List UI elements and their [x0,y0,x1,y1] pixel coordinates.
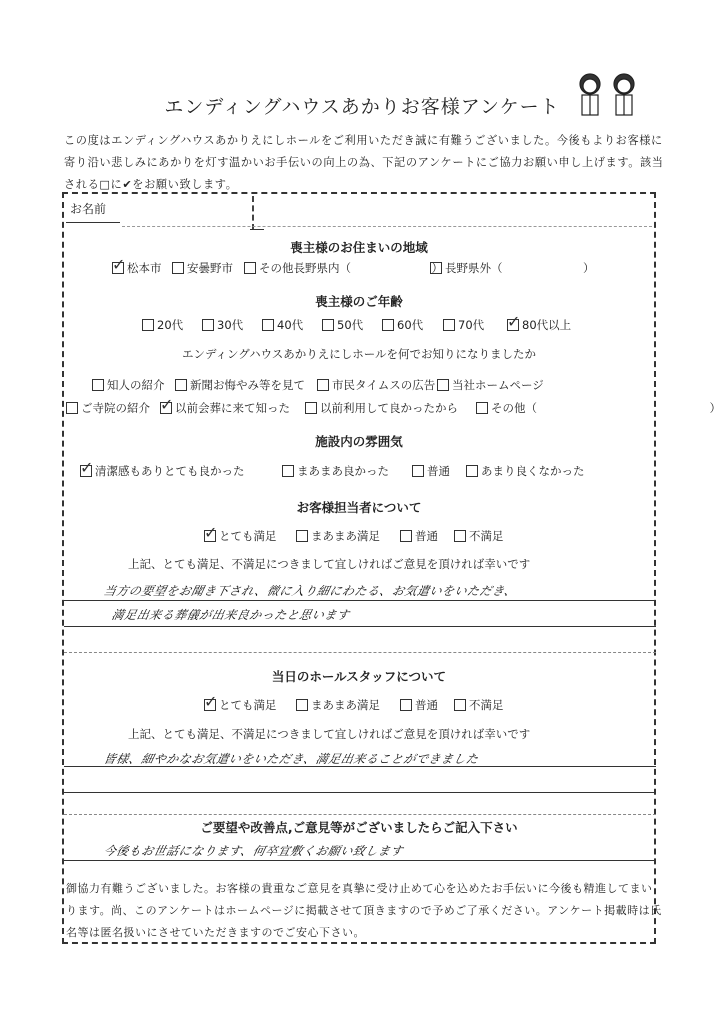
name-input[interactable] [122,226,652,227]
age-option-20s[interactable] [142,317,183,333]
checkbox[interactable] [322,319,334,331]
checkbox[interactable] [244,262,256,274]
source-option-used-before[interactable] [305,400,458,416]
option-label: 50代 [337,318,364,332]
option-label: 普通 [415,529,438,543]
comment-rule [64,792,656,793]
atmosphere-option-not-good[interactable] [466,463,585,479]
hall-option-very-satisfied[interactable] [204,697,277,713]
checkbox[interactable] [317,379,329,391]
checkbox[interactable] [507,319,519,331]
checkbox[interactable] [296,699,308,711]
checkbox[interactable] [476,402,488,414]
checkbox[interactable] [430,262,442,274]
checkbox[interactable] [262,319,274,331]
comment-rule [64,766,656,767]
hall-comment-line-1: 皆様、細やかなお気遣いをいただき、満足出来ることができました [102,752,480,766]
checkbox[interactable] [202,319,214,331]
checkbox[interactable] [382,319,394,331]
option-label: 清潔感もありとても良かった [95,464,245,478]
option-label: 新聞お悔やみ等を見て [190,378,305,392]
area-option-other-nagano[interactable] [244,260,443,276]
source-option-newspaper[interactable] [175,377,305,393]
checkbox[interactable] [400,530,412,542]
checkbox[interactable] [305,402,317,414]
option-label: その他長野県内（ ） [259,261,443,275]
option-label: ご寺院の紹介 [81,401,150,415]
source-option-homepage[interactable] [437,377,544,393]
option-label: 30代 [217,318,244,332]
page-title: エンディングハウスあかりお客様アンケート [164,96,560,118]
age-option-40s[interactable] [262,317,303,333]
staff-option-very-satisfied[interactable] [204,528,277,544]
atmosphere-option-normal[interactable] [412,463,450,479]
checkbox[interactable] [437,379,449,391]
option-label: とても満足 [219,529,277,543]
age-heading: 喪主様のご年齢 [315,294,403,309]
age-option-30s[interactable] [202,317,243,333]
checkbox[interactable] [204,699,216,711]
area-option-azumino[interactable] [172,260,233,276]
staff-heading: お客様担当者について [296,500,422,515]
option-label: 40代 [277,318,304,332]
source-option-previous-funeral[interactable] [160,400,290,416]
hall-option-normal[interactable] [400,697,438,713]
option-label: 普通 [427,464,450,478]
staff-comment-line-2: 満足出来る葬儀が出来良かったと思います [110,608,351,622]
area-heading: 喪主様のお住まいの地域 [290,240,428,255]
area-option-matsumoto[interactable] [112,260,162,276]
option-label: 市民タイムスの広告 [332,378,436,392]
option-label: 普通 [415,698,438,712]
option-label: 長野県外（ ） [445,261,595,275]
age-option-60s[interactable] [382,317,423,333]
age-option-80s-plus[interactable] [507,317,571,333]
checkbox[interactable] [454,530,466,542]
option-label: 以前利用して良かったから [320,401,458,415]
area-option-outside-nagano[interactable] [430,260,595,276]
checkbox[interactable] [412,465,424,477]
source-option-acquaintance[interactable] [92,377,165,393]
option-label: 当社ホームページ [452,378,544,392]
checkbox[interactable] [400,699,412,711]
option-label: 20代 [157,318,184,332]
comment-rule [64,626,656,627]
name-label: お名前 [70,202,107,216]
name-divider [252,196,254,230]
name-underline [66,222,120,223]
checkbox[interactable] [142,319,154,331]
option-label: 安曇野市 [187,261,233,275]
checkbox[interactable] [112,262,124,274]
checkbox[interactable] [454,699,466,711]
checkbox[interactable] [296,530,308,542]
checkbox[interactable] [204,530,216,542]
comment-rule [64,600,656,601]
checkbox[interactable] [282,465,294,477]
checkbox[interactable] [172,262,184,274]
hall-heading: 当日のホールスタッフについて [271,669,447,684]
atmosphere-heading: 施設内の雰囲気 [315,434,403,449]
checkbox[interactable] [66,402,78,414]
source-option-temple[interactable] [66,400,150,416]
option-label: とても満足 [219,698,277,712]
option-label: まあまあ良かった [297,464,389,478]
atmosphere-option-fair[interactable] [282,463,389,479]
option-label: 60代 [397,318,424,332]
hall-option-fairly-satisfied[interactable] [296,697,380,713]
staff-option-unsatisfied[interactable] [454,528,504,544]
name-divider-mark [250,229,264,230]
staff-option-fairly-satisfied[interactable] [296,528,380,544]
option-label: あまり良くなかった [481,464,585,478]
checkbox[interactable] [92,379,104,391]
intro-text: この度はエンディングハウスあかりえにしホールをご利用いただき誠に有難うございました。今後もよりお客様に寄り沿い悲しみにあかりを灯す温かいお手伝いの向上の為、下記のアンケートにご協力お願い申し上げます。該当される□に✔をお願い致します。 [64,134,664,191]
option-label: まあまあ満足 [311,529,380,543]
hall-note: 上記、とても満足、不満足につきまして宜しければご意見を頂ければ幸いです [128,727,531,741]
option-label: 80代以上 [522,318,572,332]
source-option-other[interactable] [476,400,721,416]
checkbox[interactable] [80,465,92,477]
option-label: 松本市 [127,261,162,275]
requests-comment-line-1: 今後もお世話になります、何卒宜敷くお願い致します [102,844,405,858]
staff-option-normal[interactable] [400,528,438,544]
option-label: その他（ ） [491,401,721,415]
option-label: 不満足 [469,529,504,543]
comment-rule [64,860,656,861]
source-option-times-ad[interactable] [317,377,435,393]
checkbox[interactable] [175,379,187,391]
staff-note: 上記、とても満足、不満足につきまして宜しければご意見を頂ければ幸いです [128,557,531,571]
option-label: まあまあ満足 [311,698,380,712]
source-heading: エンディングハウスあかりえにしホールを何でお知りになりましたか [181,347,537,361]
option-label: 知人の紹介 [107,378,165,392]
atmosphere-option-very-good[interactable] [80,463,245,479]
checkbox[interactable] [160,402,172,414]
requests-heading: ご要望や改善点,ご意見等がございましたらご記入下さい [200,820,518,835]
section-divider [64,652,656,653]
option-label: 70代 [458,318,485,332]
closing-message: 御協力有難うございました。お客様の貴重なご意見を真摯に受け止めて心を込めたお手伝いに今後も精進してまいります。尚、このアンケートはホームページに掲載させて頂きますので予めご了承ください。アンケート掲載時は氏名等は匿名扱いにさせていただきますのでご安心下さい。 [66,882,662,939]
age-option-50s[interactable] [322,317,363,333]
section-divider [64,814,656,815]
staff-comment-line-1: 当方の要望をお聞き下され、微に入り細にわたる、お気遣いをいただき、 [102,584,519,598]
checkbox[interactable] [466,465,478,477]
staff-mascot-illustration [576,70,648,118]
hall-option-unsatisfied[interactable] [454,697,504,713]
checkbox[interactable] [443,319,455,331]
option-label: 以前会葬に来て知った [175,401,290,415]
age-option-70s[interactable] [443,317,484,333]
option-label: 不満足 [469,698,504,712]
